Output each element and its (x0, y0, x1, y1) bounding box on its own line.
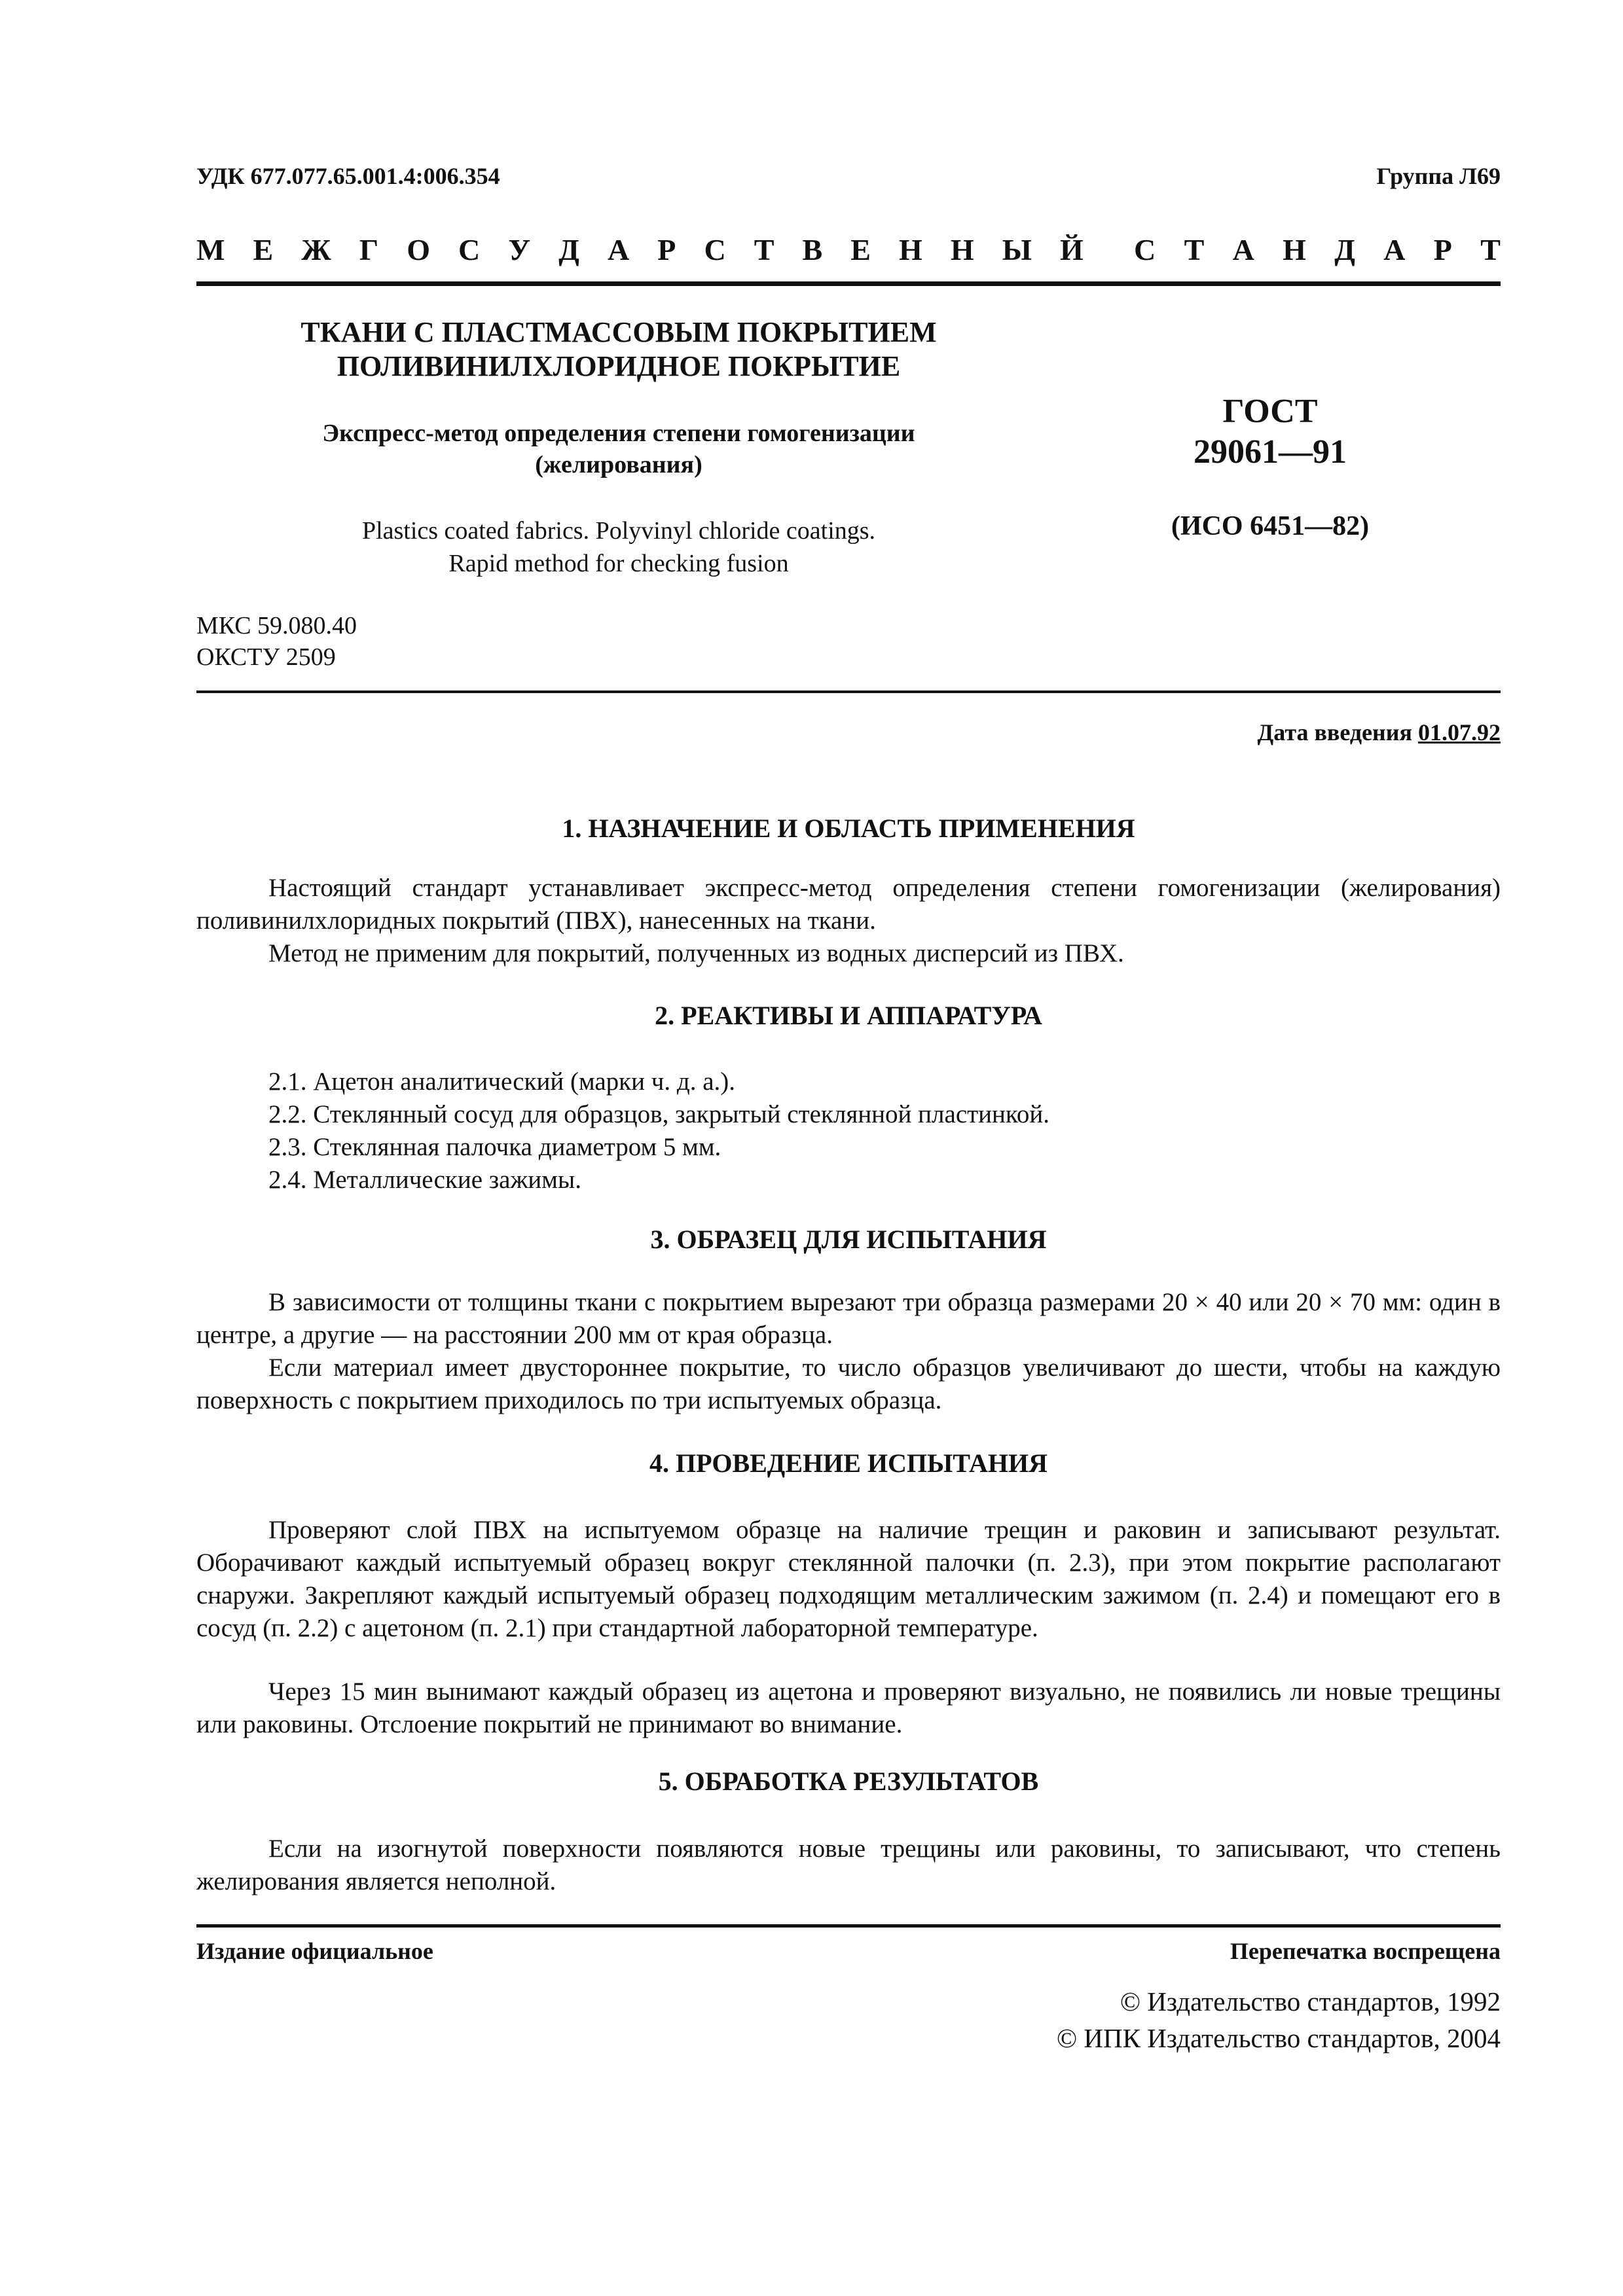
section-3-paragraph-1: В зависимости от толщины ткани с покрытием вырезают три образца размерами 20 × 40 или 20 × 70 мм: один в центре, а другие — на расстоянии 200 мм от края образца. (196, 1288, 1501, 1349)
english-title-line-2: Rapid method for checking fusion (448, 550, 789, 577)
iso-reference: (ИСО 6451—82) (1171, 511, 1370, 541)
gost-label: ГОСТ (1222, 393, 1318, 430)
section-4-paragraph-2: Через 15 мин вынимают каждый образец из ацетона и проверяют визуально, не появились ли новые трещины или раковины. Отслоение покрытий не принимают во внимание. (196, 1677, 1501, 1738)
effective-date (1258, 719, 1501, 746)
document-subtitle (196, 418, 1041, 480)
section-4-heading: 4. ПРОВЕДЕНИЕ ИСПЫТАНИЯ (649, 1448, 1048, 1478)
section-2-heading: 2. РЕАКТИВЫ И АППАРАТУРА (655, 1001, 1042, 1030)
section-5-heading: 5. ОБРАБОТКА РЕЗУЛЬТАТОВ (658, 1767, 1039, 1796)
copyright-line-2: © ИПК Издательство стандартов, 2004 (1056, 2023, 1501, 2053)
copyright-line-1: © Издательство стандартов, 1992 (1120, 1986, 1501, 2017)
footer-row (196, 1937, 1501, 1965)
section-2-item-1: 2.1. Ацетон аналитический (марки ч. д. а.). (268, 1067, 736, 1096)
header-row (196, 162, 1501, 190)
date-value: 01.07.92 (1418, 719, 1501, 745)
standard-banner (196, 232, 1501, 267)
section-3-paragraph-2: Если материал имеет двустороннее покрытие, то число образцов увеличивают до шести, чтобы на каждую поверхность с покрытием приходилось по три испытуемых образца. (196, 1354, 1501, 1414)
section-1-heading: 1. НАЗНАЧЕНИЕ И ОБЛАСТЬ ПРИМЕНЕНИЯ (562, 814, 1135, 843)
classification-codes (196, 610, 357, 673)
section-1-paragraph-2: Метод не применим для покрытий, полученных из водных дисперсий из ПВХ. (268, 939, 1124, 967)
group-code: Группа Л69 (1376, 163, 1501, 189)
official-edition: Издание официальное (196, 1938, 433, 1964)
gost-designation (1067, 391, 1473, 473)
okstu-code: ОКСТУ 2509 (196, 643, 336, 671)
document-title (196, 315, 1041, 384)
english-title-line-1: Plastics coated fabrics. Polyvinyl chloride coatings. (361, 517, 876, 545)
section-4-paragraph-1: Проверяют слой ПВХ на испытуемом образце на наличие трещин и раковин и записывают результат. Оборачивают каждый испытуемый образец вокруг стеклянной палочки (п. 2.3), при этом покрытие располагают снаружи. Закрепляют каждый испытуемый образец подходящим металлическим зажимом (п. 2.4) и помещают его в сосуд (п. 2.2) с ацетоном (п. 2.1) при стандартной лабораторной температуре. (196, 1516, 1501, 1642)
section-2-item-2: 2.2. Стеклянный сосуд для образцов, закрытый стеклянной пластинкой. (268, 1100, 1050, 1128)
english-title (196, 514, 1041, 580)
gost-number: 29061—91 (1194, 433, 1347, 471)
footer-rule (196, 1924, 1501, 1928)
banner-rule (196, 281, 1501, 286)
section-2-item-4: 2.4. Металлические зажимы. (268, 1166, 581, 1194)
banner-word-interstate: М Е Ж Г О С У Д А Р С Т В Е Н Н Ы Й (196, 233, 1084, 266)
section-1-paragraph-1: Настоящий стандарт устанавливает экспресс-метод определения степени гомогенизации (желирования) поливинилхлоридных покрытий (ПВХ), нанесенных на ткани. (196, 874, 1501, 935)
reprint-prohibited: Перепечатка воспрещена (1230, 1938, 1501, 1964)
banner-word-standard: С Т А Н Д А Р Т (1134, 233, 1501, 266)
section-3-heading: 3. ОБРАЗЕЦ ДЛЯ ИСПЫТАНИЯ (650, 1225, 1047, 1254)
subtitle-line-1: Экспресс-метод определения степени гомогенизации (322, 420, 915, 447)
udk-code: УДК 677.077.65.001.4:006.354 (196, 163, 500, 189)
document-page (196, 0, 1501, 2296)
date-label: Дата введения (1257, 719, 1418, 745)
header-bottom-rule (196, 691, 1501, 693)
subtitle-line-2: (желирования) (535, 451, 702, 478)
mks-code: МКС 59.080.40 (196, 612, 357, 639)
section-5-paragraph-1: Если на изогнутой поверхности появляются новые трещины или раковины, то записывают, что степень желирования является неполной. (196, 1835, 1501, 1895)
title-line-2: ПОЛИВИНИЛХЛОРИДНОЕ ПОКРЫТИЕ (337, 350, 901, 382)
copyright-block (1057, 1983, 1501, 2056)
title-line-1: ТКАНИ С ПЛАСТМАССОВЫМ ПОКРЫТИЕМ (301, 316, 937, 348)
section-2-item-3: 2.3. Стеклянная палочка диаметром 5 мм. (268, 1133, 721, 1161)
